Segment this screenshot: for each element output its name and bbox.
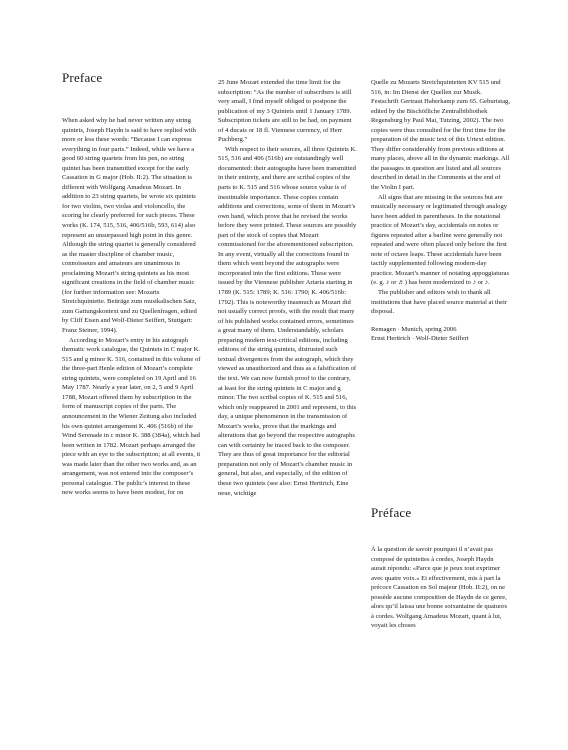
paragraph: When asked why he had never written any string quintets, Joseph Haydn is said to have replied with more or less these words: “Because I can express everything in four parts.” Indeed, while we have a good 60 string quartets from his pen, no string quintet has been transmitted except for the early Cassation in G major (Hob. II:2). The situation is different with Wolfgang Amadeus Mozart. In addition to 23 string quartets, he wrote six quintets for two violins, two violas and violoncello, the scoring he clearly preferred for such pieces. These works (K. 174, 515, 516, 406/516b, 593, 614) also represent an unsurpassed high point in this genre. Although the string quartet is generally considered as the master discipline of chamber music, connoisseurs and amateurs are unanimous in proclaiming Mozart’s string quintets as his most significant creations in the field of chamber music (for further information see: Mozarts Streichquintette. Beiträge zum musikalischen Satz, zum Gattungskontext und zu Quellenfragen, edited by Cliff Eisen and Wolf-Dieter Seiffert, Stuttgart: Franz Steiner, 1994). (62, 117, 197, 335)
text-column-3-french (371, 545, 510, 631)
paragraph: The publisher and editors wish to thank all institutions that have placed source material at their disposal. (371, 289, 508, 316)
signature-names: Ernst Herttrich · Wolf-Dieter Seiffert (371, 335, 469, 343)
text-column-1 (62, 116, 201, 498)
paragraph: With respect to their sources, all three Quintets K. 515, 516 and 406 (516b) are outstandingly well documented: their autographs have been transmitted in their entirety, and there are scribal copies of the parts to K. 515 and 516 whose source value is of inestimable importance. These copies contain additions and corrections, some of them in Mozart’s own hand, which prove that he revised the works before they were printed. These sources are possibly part of the stock of copies that Mozart commissioned for the aforementioned subscription. In any event, virtually all the corrections found in them which went beyond the autographs were incorporated into the first editions. These were issued by the Viennese publisher Artaria starting in 1789 (K. 515: 1789; K. 516: 1790; K. 406/516b: 1792). This is noteworthy inasmuch as Mozart did not usually correct proofs, with the result that many of his published works contained errors, sometimes a great many of them. Understandably, scholars preparing modern text-critical editions, including editions of the string quintets, distrusted such textual divergences from the autograph, which they viewed as unauthorized and thus as a falsification of the text. We can now furnish proof to the contrary, at least for the string quintets in C major and g minor. The two scribal copies of K. 515 and 516, which only reappeared in 2001 and represent, to this day, a unique phenomenon in the transmission of Mozart’s works, prove that the markings and alterations that go beyond the respective autographs can with certainty be traced back to the composer. They are thus of great importance for the editorial preparation not only of Mozart’s chamber music in general, but also, and especially, of the edition of these two quintets (see also: Ernst Herttrich, Eine neue, wichtige (218, 145, 357, 497)
text-column-3 (371, 78, 510, 344)
signature-place: Remagen · Munich, spring 2006 (371, 325, 457, 333)
page-title-en: Preface (62, 70, 103, 85)
paragraph: À la question de savoir pourquoi il n’avait pas composé de quintettes à cordes, Joseph Haydn aurait répondu: «Parce que je peux tout exprimer avec quatre voix.» Et effectivement, mis à part la précoce Cassation en Sol majeur (Hob. II:2), on ne possède aucune composition de Haydn de ce genre, alors qu’il laissa une bonne soixantaine de quatuors à cordes. Wolfgang Amadeus Mozart, quant à lui, voyait les choses (371, 546, 508, 630)
paragraph: According to Mozart’s entry in his autograph thematic work catalogue, the Quintets in C major K. 515 and g minor K. 516, contained in this volume of the three-part Henle edition of Mozart’s complete string quintets, were completed on 19 April and 16 May 1787. Nearly a year later, on 2, 5 and 9 April 1788, Mozart offered them by subscription in the form of manuscript copies of the parts. The announcement in the Wiener Zeitung also included his own quintet arrangement K. 406 (516b) of the Wind Serenade in c minor K. 388 (384a), which had been written in 1782. Mozart perhaps arranged the piece with an eye to the subscription; at all events, it was made later than the other two works and, as an arrangement, was not entered into the composer’s personal catalogue. The public’s interest in these new works seems to have been modest, for on (62, 336, 201, 497)
text-column-2 (218, 78, 357, 498)
paragraph: Quelle zu Mozarts Streichquintetten KV 515 und 516, in: Im Dienst der Quellen zur Musik. Festschrift Gertraut Haberkamp zum 65. Geburtstag, edited by the Bischöfliche Zentralbibliothek Regensburg by Paul Mai, Tutzing, 2002). The two copies were thus consulted for the first time for the preparation of the music text of this Urtext edition. They differ considerably from previous editions at many places, above all in the dynamic markings. All the passages in question are listed and all sources described in detail in the Comments at the end of the Violin I part. (371, 79, 510, 192)
page-title-fr: Préface (371, 505, 412, 520)
paragraph: 25 June Mozart extended the time limit for the subscription: “As the number of subscribers is still very small, I find myself obliged to postpone the publication of my 3 Quintets until 1 January 1789. Subscription tickets are still to be had, on payment of 4 ducats or 18 fl. Viennese currency, of Herr Puchberg.” (218, 79, 352, 144)
paragraph: All signs that are missing in the sources but are musically necessary or legitimated through analogy have been added in parentheses. In the notational practice of Mozart’s day, accidentals on notes or figures repeated after a barline were generally not repeated and were often placed only before the first note of octave leaps. These accidentals have been tacitly supplemented following modern-day practice. Mozart’s manner of notating appoggiaturas (e. g. ♪ or ♬) has been modernized to ♪ or ♪. (371, 193, 510, 287)
